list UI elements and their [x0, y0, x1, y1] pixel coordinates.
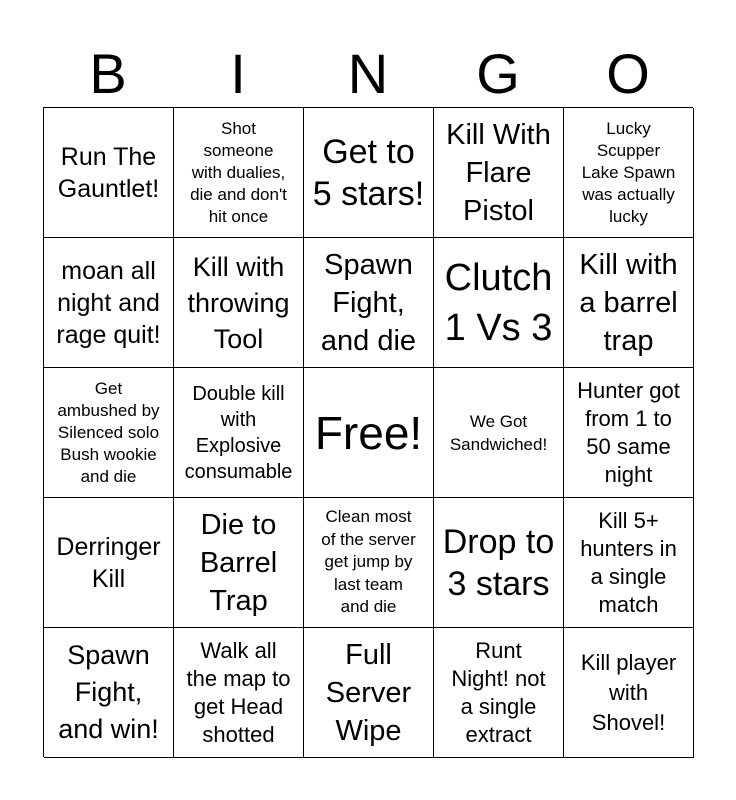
- bingo-cell[interactable]: [564, 238, 694, 368]
- bingo-cell[interactable]: [434, 368, 564, 498]
- cell-text: Kill With Flare Pistol: [446, 118, 551, 227]
- bingo-cell[interactable]: [304, 108, 434, 238]
- bingo-cell[interactable]: [174, 628, 304, 758]
- bingo-cell[interactable]: [434, 498, 564, 628]
- bingo-cell[interactable]: [174, 498, 304, 628]
- bingo-cell[interactable]: [44, 498, 174, 628]
- bingo-cell[interactable]: [304, 238, 434, 368]
- bingo-cell[interactable]: [564, 108, 694, 238]
- cell-text: Kill with a barrel trap: [579, 248, 678, 357]
- bingo-cell[interactable]: [304, 498, 434, 628]
- bingo-cell[interactable]: [434, 238, 564, 368]
- bingo-header: [43, 40, 693, 108]
- bingo-cell[interactable]: [174, 108, 304, 238]
- bingo-cell[interactable]: [44, 108, 174, 238]
- bingo-cell[interactable]: [434, 108, 564, 238]
- cell-text: Kill with throwing Tool: [187, 251, 290, 354]
- cell-text: Shot someone with dualies, die and don't hit once: [190, 118, 287, 226]
- cell-text: Run The Gauntlet!: [57, 142, 160, 203]
- cell-text: Kill player with Shovel!: [580, 649, 677, 735]
- cell-text: Free!: [314, 406, 423, 459]
- header-letter-o: O: [606, 42, 650, 105]
- header-letter-n: N: [347, 42, 389, 105]
- cell-text: Die to Barrel Trap: [199, 508, 278, 617]
- cell-text: Get ambushed by Silenced solo Bush wookie and die: [57, 378, 160, 486]
- bingo-cell[interactable]: [564, 628, 694, 758]
- cell-text: Lucky Scupper Lake Spawn was actually lucky: [581, 118, 676, 226]
- cell-text: Hunter got from 1 to 50 same night: [577, 377, 680, 487]
- header-letter-b: B: [89, 42, 127, 105]
- cell-text: Runt Night! not a single extract: [451, 637, 546, 747]
- header-letter-i: I: [230, 42, 246, 105]
- bingo-card-grid: [43, 107, 693, 757]
- bingo-cell[interactable]: [174, 368, 304, 498]
- bingo-cell[interactable]: [564, 498, 694, 628]
- cell-text: Spawn Fight, and die: [320, 248, 417, 357]
- bingo-cell[interactable]: [304, 628, 434, 758]
- cell-text: moan all night and rage quit!: [56, 256, 161, 349]
- cell-text: Full Server Wipe: [325, 638, 412, 747]
- bingo-cell[interactable]: [44, 238, 174, 368]
- header-letter-g: G: [476, 42, 520, 105]
- cell-text: Spawn Fight, and win!: [58, 640, 159, 744]
- cell-text: We Got Sandwiched!: [449, 411, 548, 454]
- cell-text: Drop to 3 stars: [442, 522, 555, 603]
- cell-text: Double kill with Explosive consumable: [184, 382, 293, 483]
- bingo-cell[interactable]: [434, 628, 564, 758]
- cell-text: Clutch 1 Vs 3: [444, 256, 553, 349]
- cell-text: Walk all the map to get Head shotted: [186, 637, 291, 747]
- cell-text: Derringer Kill: [56, 532, 161, 593]
- cell-text: Get to 5 stars!: [312, 132, 425, 213]
- bingo-cell[interactable]: [44, 628, 174, 758]
- bingo-cell[interactable]: [174, 238, 304, 368]
- cell-text: Kill 5+ hunters in a single match: [580, 507, 677, 617]
- bingo-cell[interactable]: [44, 368, 174, 498]
- bingo-cell-free-space[interactable]: [304, 368, 434, 498]
- bingo-cell[interactable]: [564, 368, 694, 498]
- cell-text: Clean most of the server get jump by last team and die: [321, 507, 416, 617]
